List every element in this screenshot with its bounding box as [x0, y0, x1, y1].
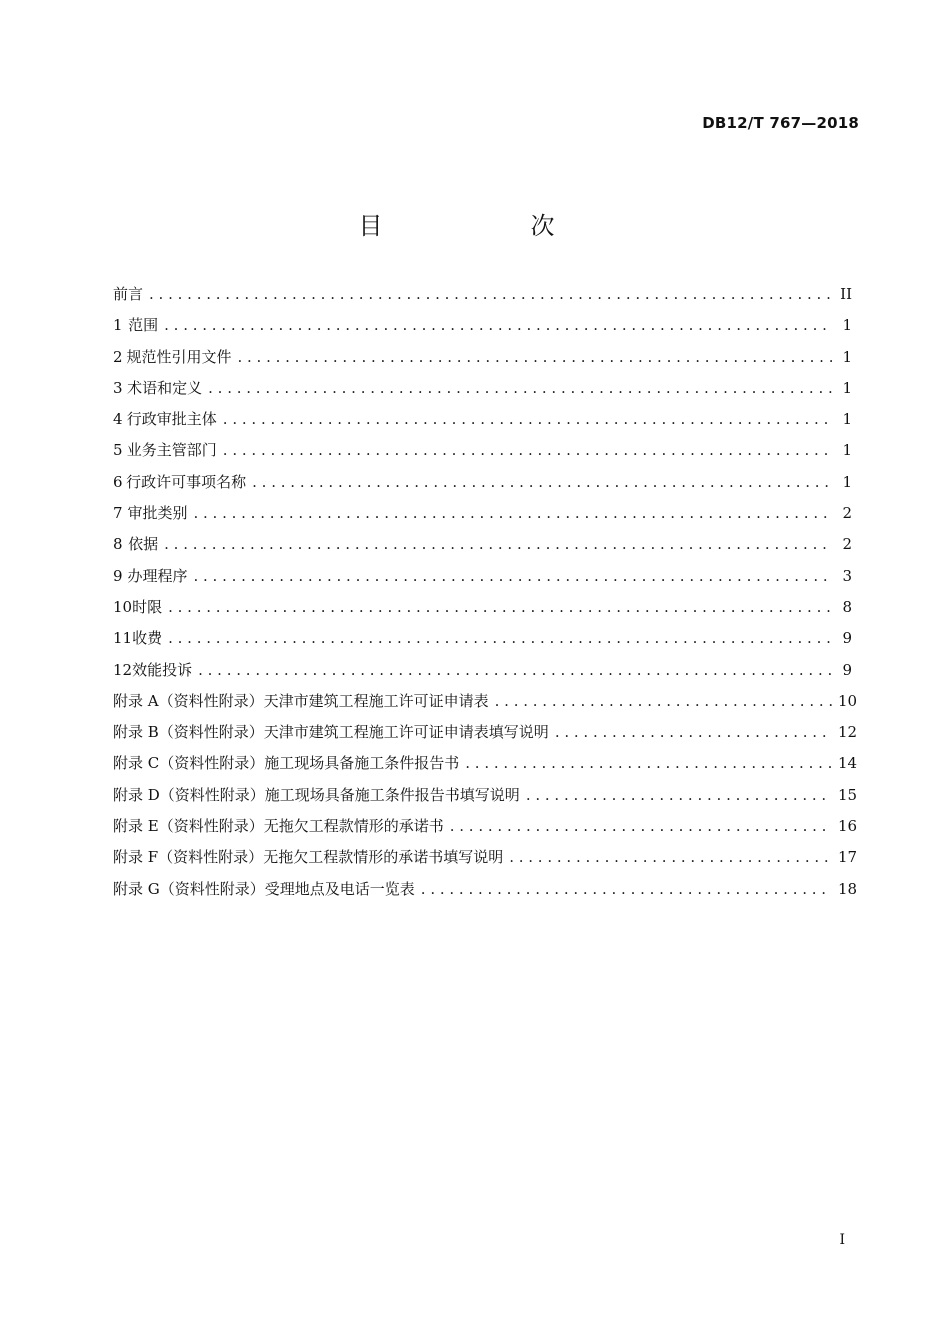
toc-annex-entry[interactable] [113, 784, 858, 815]
page-title: 目 次 [358, 212, 617, 240]
dot-leader [223, 441, 832, 459]
toc-annex-entry[interactable] [113, 721, 858, 752]
toc-entry-title: 审批类别 [127, 504, 188, 523]
toc-annex-label: 附录 G（资料性附录） [113, 879, 265, 898]
table-of-contents [113, 283, 858, 909]
toc-annex-title: 受理地点及电话一览表 [264, 879, 415, 898]
dot-leader [149, 285, 832, 303]
dot-leader [168, 598, 832, 616]
toc-entry[interactable] [113, 533, 852, 564]
toc-entry-number: 9 [113, 566, 123, 585]
toc-annex-entry[interactable] [113, 878, 858, 909]
toc-entry-number: 6 [113, 472, 123, 491]
toc-entry[interactable] [113, 659, 852, 690]
toc-entry-title: 术语和定义 [127, 378, 203, 397]
toc-annex-page: 10 [838, 691, 858, 710]
toc-entry-number: 12 [113, 660, 133, 679]
toc-annex-page: 12 [838, 723, 858, 742]
toc-entry[interactable] [113, 565, 852, 596]
toc-entry[interactable] [113, 377, 852, 408]
toc-entry-title: 办理程序 [127, 566, 188, 585]
toc-annex-label: 附录 A（资料性附录） [113, 691, 264, 710]
toc-annex-page: 18 [838, 879, 858, 898]
toc-entry-page: 1 [842, 472, 852, 491]
toc-annex-label: 附录 E（资料性附录） [113, 817, 264, 836]
dot-leader [450, 817, 832, 835]
dot-leader [164, 316, 832, 334]
toc-entry-number: 11 [113, 629, 133, 648]
dot-leader [198, 661, 832, 679]
toc-entry-number: 4 [113, 410, 123, 429]
toc-entry-page: 1 [842, 441, 852, 460]
toc-annex-title: 天津市建筑工程施工许可证申请表填写说明 [263, 723, 549, 742]
toc-entry-number: 2 [113, 347, 123, 366]
toc-entry-title: 行政审批主体 [126, 410, 217, 429]
toc-entry-title: 时限 [132, 597, 163, 616]
toc-entry-page: 2 [842, 535, 852, 554]
toc-entry-number: 10 [113, 597, 133, 616]
toc-annex-label: 附录 F（资料性附录） [113, 848, 264, 867]
toc-entry-number: 3 [113, 378, 123, 397]
toc-entry-page: 1 [842, 316, 852, 335]
dot-leader [168, 629, 832, 647]
toc-entry-title: 效能投诉 [132, 660, 193, 679]
toc-entry-page: II [840, 285, 852, 303]
dot-leader [509, 848, 832, 866]
toc-entry-page: 1 [842, 347, 852, 366]
dot-leader [208, 379, 832, 397]
toc-entry-number: 8 [113, 535, 123, 554]
toc-entry-number: 1 [113, 316, 123, 335]
dot-leader [193, 504, 832, 522]
toc-entry-page: 8 [842, 597, 852, 616]
toc-annex-title: 天津市建筑工程施工许可证申请表 [263, 691, 489, 710]
toc-entry-title: 行政许可事项名称 [126, 472, 247, 491]
toc-entry-title: 收费 [132, 629, 163, 648]
toc-annex-title: 施工现场具备施工条件报告书 [264, 754, 460, 773]
dot-leader [237, 348, 832, 366]
toc-entry-page: 1 [842, 378, 852, 397]
toc-annex-label: 附录 B（资料性附录） [113, 723, 264, 742]
dot-leader [252, 473, 832, 491]
toc-annex-title: 无拖欠工程款情形的承诺书填写说明 [263, 848, 504, 867]
toc-entry[interactable] [113, 314, 852, 345]
toc-entry-number: 5 [113, 441, 123, 460]
toc-annex-entry[interactable] [113, 846, 858, 877]
toc-entry-title: 业务主管部门 [126, 441, 217, 460]
toc-annex-page: 16 [838, 817, 858, 836]
toc-entry[interactable] [113, 502, 852, 533]
dot-leader [164, 535, 832, 553]
document-code: DB12/T 767—2018 [702, 114, 859, 132]
toc-annex-entry[interactable] [113, 690, 858, 721]
toc-annex-label: 附录 D（资料性附录） [113, 785, 265, 804]
toc-entry-page: 9 [842, 629, 852, 648]
toc-entry[interactable] [113, 596, 852, 627]
toc-entry[interactable] [113, 627, 852, 658]
dot-leader [526, 786, 832, 804]
toc-annex-entry[interactable] [113, 815, 858, 846]
toc-entry-number: 7 [113, 504, 123, 523]
toc-annex-page: 14 [838, 754, 858, 773]
dot-leader [223, 410, 832, 428]
toc-entry-title: 依据 [128, 535, 159, 554]
toc-entry-page: 2 [842, 504, 852, 523]
toc-entry[interactable] [113, 346, 852, 377]
dot-leader [555, 723, 832, 741]
toc-entry[interactable] [113, 439, 852, 470]
toc-annex-page: 15 [838, 785, 858, 804]
dot-leader [495, 692, 832, 710]
toc-entry-foreword[interactable] [113, 283, 852, 314]
toc-annex-page: 17 [838, 848, 858, 867]
toc-annex-entry[interactable] [113, 752, 858, 783]
toc-annex-title: 无拖欠工程款情形的承诺书 [263, 817, 444, 836]
toc-entry[interactable] [113, 408, 852, 439]
dot-leader [193, 567, 832, 585]
page-number: I [839, 1232, 845, 1248]
toc-annex-label: 附录 C（资料性附录） [113, 754, 265, 773]
toc-entry-title: 范围 [128, 316, 159, 335]
dot-leader [465, 754, 832, 772]
toc-entry-title: 规范性引用文件 [126, 347, 232, 366]
toc-entry-page: 1 [842, 410, 852, 429]
toc-entry-page: 9 [842, 660, 852, 679]
toc-entry-title: 前言 [113, 285, 144, 303]
dot-leader [421, 880, 832, 898]
toc-annex-title: 施工现场具备施工条件报告书填写说明 [264, 785, 520, 804]
toc-entry-page: 3 [842, 566, 852, 585]
toc-entry[interactable] [113, 471, 852, 502]
